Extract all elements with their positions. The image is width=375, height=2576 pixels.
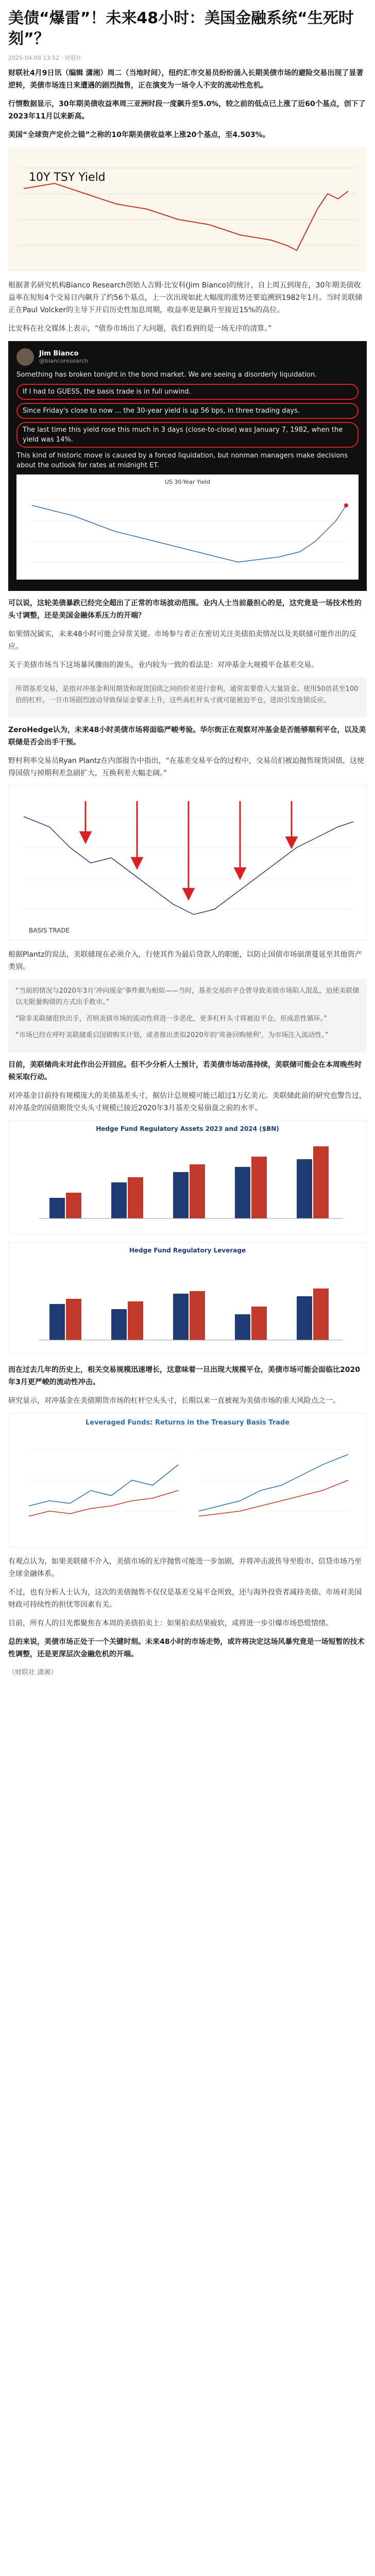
basis-chart-label: BASIS TRADE — [29, 927, 70, 934]
tweet-chart — [16, 474, 359, 580]
paragraph: 不过，也有分析人士认为，这次的美债抛售不仅仅是基差交易平仓所致，还与海外投资者减持美债、市场对美国财政可持续性的担忧等因素有关。 — [8, 1588, 362, 1609]
paragraph: 比安科在社交媒体上表示，“债券市场出了大问题，我们看到的是一场无序的清算。” — [8, 325, 272, 333]
basis-chart — [8, 786, 367, 940]
paragraph: 野村利率交易员Ryan Plantz在内部报告中指出，“在基差交易平仓的过程中，交易员们被迫抛售现货国债，这使得国债与掉期利差急剧扩大，互换利差大幅走阔。” — [8, 757, 365, 777]
yield-chart-label: 10Y TSY Yield — [29, 171, 106, 184]
returns-chart-title: Leveraged Funds: Returns in the Treasury Basis Trade — [85, 1419, 290, 1427]
paragraph: 目前，美联储尚未对此作出公开回应。但不少分析人士预计，若美债市场动荡持续，美联储可能会在本周晚些时候采取行动。 — [8, 1061, 362, 1081]
avatar — [16, 348, 34, 366]
basis-chart-figure — [8, 786, 367, 942]
tweet-text: This kind of historic move is caused by a forced liquidation, but nonman managers make decisions about the outlook for rates at midnight ET. — [16, 452, 348, 469]
tweet-card — [8, 341, 367, 591]
paragraph: 根据著名研究机构Bianco Research创始人吉姆·比安科(Jim Bianco)的统计，自上周五到现在，30年期美债收益率在短短4个交易日内飙升了约56个基点，上一次出现如此大幅度的涨势还要追溯到1982年1月。当时美联储正在Paul Volcker的主导下开启历史性加息周期，收益率更是飙升至接近15%的高位。 — [8, 281, 363, 314]
paragraph: 而在过去几年的历史上，相关交易规模迅速增长，这意味着一旦出现大规模平仓，美债市场可能会面临比2020年3月更严峻的流动性冲击。 — [8, 1366, 360, 1386]
tweet-chart-title: US 30-Year Yield — [164, 479, 211, 485]
paragraph: 行情数据显示，30年期美债收益率周三亚洲时段一度飙升至5.0%，较之前的低点已上涨了近60个基点，创下了2023年11月以来新高。 — [8, 100, 366, 121]
paragraph: 对冲基金目前持有规模庞大的美债基差头寸，据估计总规模可能已超过1万亿美元。美联储此前的研究也警告过，对冲基金的国债期货空头头寸规模已接近2020年3月基差交易崩盘之前的水平。 — [8, 1092, 366, 1112]
quote-paragraph: “除非美联储很快出手，否则美债市场的流动性将进一步恶化，更多杠杆头寸将被迫平仓，形成恶性循环。” — [15, 1015, 327, 1023]
paragraph: 总的来说，美债市场正处于一个关键时刻。未来48小时的市场走势，或许将决定这场风暴究竟是一场短暂的技术性调整，还是更深层次金融危机的开端。 — [8, 1638, 365, 1658]
returns-chart-figure — [8, 1413, 367, 1549]
tweet-highlight: Since Friday's close to now ... the 30-year yield is up 56 bps, in three trading days. — [16, 403, 359, 419]
paragraph: 财联社4月9日讯（编辑 潇湘）周二（当地时间），纽约汇市交易员纷纷涌入长期美债市场的避险交易出现了显著逆转，美债市场连日来遭遇的剧烈抛售，正在演变为一场令人不安的流动性危机。 — [8, 69, 364, 90]
signoff: （财联社 潇湘） — [8, 1669, 58, 1676]
paragraph: 可以说，这轮美债暴跌已经完全超出了正常的市场波动范围。业内人士当前最担心的是，这究竟是一场技术性的头寸调整，还是美国金融体系压力的开端？ — [8, 599, 362, 620]
quote-box — [8, 677, 367, 718]
tweet-highlight: If I had to GUESS, the basis trade is in full unwind. — [16, 384, 359, 400]
paragraph: ZeroHedge认为，未来48小时美债市场将面临严峻考验。华尔街正在观察对冲基金是否能够顺利平仓，以及美联储是否会出手干预。 — [8, 726, 366, 747]
yield-chart-figure — [8, 147, 367, 273]
tweet-chart-marker — [344, 503, 348, 507]
leverage-chart-figure — [8, 1242, 367, 1358]
assets-chart-title: Hedge Fund Regulatory Assets 2023 and 2024 ($BN) — [96, 1125, 279, 1132]
tweet-text: Something has broken tonight in the bond market. We are seeing a disorderly liquidation. — [16, 371, 317, 379]
paragraph: 目前，所有人的目光都聚焦在本周的美债拍卖上：如果拍卖结果疲软，或将进一步引爆市场恐慌情绪。 — [8, 1619, 333, 1628]
leverage-chart — [8, 1242, 367, 1355]
paragraph: 美国“全球资产定价之锚”之称的10年期美债收益率上涨20个基点，至4.503%。 — [8, 131, 270, 139]
quote-paragraph: “当前的情况与2020年3月‘冲向现金’事件颇为相似——当时，基差交易的平仓曾导致美债市场陷入混乱，迫使美联储以无限量购债的方式出手救市。” — [15, 987, 360, 1006]
article-title: 美债“爆雷”！未来48小时：美国金融系统“生死时刻”？ — [8, 9, 354, 48]
tweet-body — [16, 370, 359, 470]
tweet-author: Jim Bianco — [39, 350, 79, 358]
returns-chart — [8, 1413, 367, 1547]
quote-paragraph: 所谓基差交易，是指对冲基金利用期货和现货国债之间的价差进行套利，通常需要借入大量资金、使用50倍甚至100倍的杠杆。一旦市场剧烈波动导致保证金要求上升，这些高杠杆头寸就可能被迫平仓，进而引发连锁反应。 — [15, 685, 359, 704]
leverage-chart-title: Hedge Fund Regulatory Leverage — [129, 1247, 246, 1254]
yield-chart — [8, 147, 367, 271]
quote-paragraph: “市场已经在呼吁美联储重启国债购买计划，或者推出类似2020年的‘常备回购便利’，为市场注入流动性。” — [15, 1031, 329, 1039]
tweet-chart-svg — [16, 474, 359, 578]
paragraph: 关于美债市场当下这场暴风骤雨的源头，业内较为一致的看法是：对冲基金大规模平仓基差交易。 — [8, 661, 318, 669]
tweet-header — [16, 348, 359, 366]
assets-chart — [8, 1121, 367, 1234]
tweet-handle: @biancoresearch — [39, 358, 89, 364]
quote-box — [8, 979, 367, 1053]
paragraph: 如果情况属实，未来48小时可能会异常关键。市场参与者正在密切关注美债拍卖情况以及美联储可能作出的反应。 — [8, 630, 356, 651]
paragraph: 研究显示，对冲基金在美债期货市场的杠杆空头头寸，长期以来一直被视为美债市场的重大风险点之一。 — [8, 1397, 340, 1405]
assets-chart-figure — [8, 1121, 367, 1236]
paragraph: 有观点认为，如果美联储不介入，美债市场的无序抛售可能进一步加剧，并将冲击波传导至股市、信贷市场乃至全球金融体系。 — [8, 1557, 362, 1578]
tweet-highlight: The last time this yield rose this much in 3 days (close-to-close) was January 7, 1982, when the yield was 14%. — [16, 422, 359, 448]
article-meta: 2025-04-09 13:52 · 财联社 — [8, 55, 82, 61]
paragraph: 根据Plantz的说法，美联储现在必须介入，行使其作为最后贷款人的职能，以防止国债市场崩溃蔓延至其他资产类别。 — [8, 951, 362, 971]
